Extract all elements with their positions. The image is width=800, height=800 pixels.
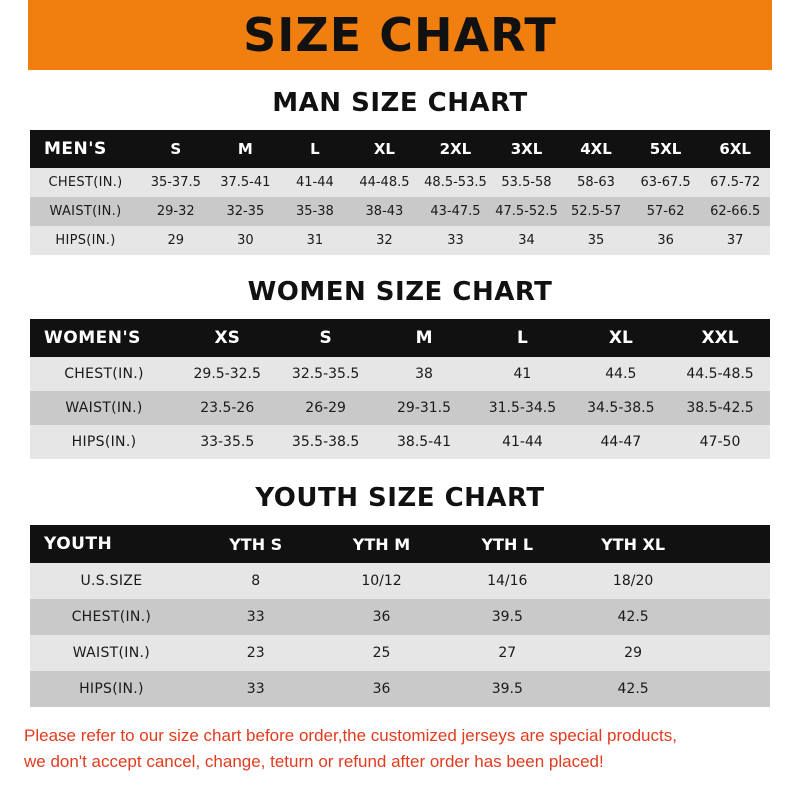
table-cell: 42.5 xyxy=(570,671,696,707)
table-cell: 47.5-52.5 xyxy=(492,197,562,226)
table-cell: 37 xyxy=(700,226,770,255)
man-header-cell: 3XL xyxy=(492,130,562,168)
women-header-cell: M xyxy=(375,319,473,357)
table-row xyxy=(30,357,770,391)
table-row xyxy=(30,391,770,425)
table-cell: 41 xyxy=(473,357,571,391)
women-size-table xyxy=(30,319,770,459)
table-cell: 23 xyxy=(193,635,319,671)
table-cell: 67.5-72 xyxy=(700,168,770,197)
table-cell: 29 xyxy=(570,635,696,671)
row-label: U.S.SIZE xyxy=(30,563,193,599)
table-cell: 52.5-57 xyxy=(561,197,631,226)
table-row xyxy=(30,425,770,459)
youth-header-cell: YTH L xyxy=(444,525,570,563)
table-cell: 33 xyxy=(193,671,319,707)
table-cell: 57-62 xyxy=(631,197,701,226)
youth-header-spacer xyxy=(696,525,770,563)
man-header-cell: MEN'S xyxy=(30,130,141,168)
row-label: CHEST(IN.) xyxy=(30,168,141,197)
table-cell: 36 xyxy=(319,599,445,635)
table-cell: 29-31.5 xyxy=(375,391,473,425)
table-cell: 32.5-35.5 xyxy=(276,357,374,391)
table-cell: 32-35 xyxy=(211,197,281,226)
table-cell: 44-48.5 xyxy=(350,168,420,197)
youth-header-cell: YTH XL xyxy=(570,525,696,563)
table-cell: 38.5-42.5 xyxy=(670,391,770,425)
youth-header-cell: YOUTH xyxy=(30,525,193,563)
table-cell: 32 xyxy=(350,226,420,255)
table-row xyxy=(30,168,770,197)
women-header-cell: L xyxy=(473,319,571,357)
man-table-header-row xyxy=(30,130,770,168)
row-label: HIPS(IN.) xyxy=(30,425,178,459)
women-table-wrap xyxy=(30,319,770,459)
table-cell: 10/12 xyxy=(319,563,445,599)
youth-table-header-row xyxy=(30,525,770,563)
women-header-cell: XL xyxy=(572,319,670,357)
table-cell-empty xyxy=(696,563,770,599)
man-table-wrap xyxy=(30,130,770,255)
header-banner xyxy=(0,0,800,70)
policy-note-line-2: we don't accept cancel, change, teturn or refund after order has been placed! xyxy=(24,752,604,771)
table-cell: 62-66.5 xyxy=(700,197,770,226)
women-header-cell: S xyxy=(276,319,374,357)
man-header-cell: L xyxy=(280,130,350,168)
row-label: WAIST(IN.) xyxy=(30,635,193,671)
table-cell: 27 xyxy=(444,635,570,671)
table-cell: 39.5 xyxy=(444,671,570,707)
table-cell: 33-35.5 xyxy=(178,425,276,459)
table-cell: 35 xyxy=(561,226,631,255)
man-header-cell: XL xyxy=(350,130,420,168)
table-cell: 36 xyxy=(319,671,445,707)
man-header-cell: 6XL xyxy=(700,130,770,168)
table-row xyxy=(30,599,770,635)
table-cell-empty xyxy=(696,671,770,707)
table-row xyxy=(30,563,770,599)
table-cell: 29-32 xyxy=(141,197,211,226)
table-cell: 34 xyxy=(492,226,562,255)
table-cell: 18/20 xyxy=(570,563,696,599)
table-cell: 38.5-41 xyxy=(375,425,473,459)
man-size-table xyxy=(30,130,770,255)
table-row xyxy=(30,226,770,255)
man-section-title: MAN SIZE CHART xyxy=(272,88,528,118)
table-cell: 26-29 xyxy=(276,391,374,425)
table-cell: 37.5-41 xyxy=(211,168,281,197)
man-header-cell: M xyxy=(211,130,281,168)
table-cell: 25 xyxy=(319,635,445,671)
women-header-cell: XS xyxy=(178,319,276,357)
row-label: CHEST(IN.) xyxy=(30,599,193,635)
page-title: SIZE CHART xyxy=(243,8,557,62)
table-row xyxy=(30,635,770,671)
women-table-header-row xyxy=(30,319,770,357)
youth-header-cell: YTH S xyxy=(193,525,319,563)
table-cell: 47-50 xyxy=(670,425,770,459)
row-label: HIPS(IN.) xyxy=(30,671,193,707)
table-cell: 48.5-53.5 xyxy=(419,168,492,197)
row-label: CHEST(IN.) xyxy=(30,357,178,391)
table-cell-empty xyxy=(696,599,770,635)
table-cell: 63-67.5 xyxy=(631,168,701,197)
table-row xyxy=(30,671,770,707)
table-cell: 35-38 xyxy=(280,197,350,226)
table-cell: 33 xyxy=(193,599,319,635)
table-cell: 39.5 xyxy=(444,599,570,635)
table-cell: 30 xyxy=(211,226,281,255)
women-section-title: WOMEN SIZE CHART xyxy=(247,277,553,307)
table-cell: 31 xyxy=(280,226,350,255)
table-cell: 42.5 xyxy=(570,599,696,635)
table-cell: 36 xyxy=(631,226,701,255)
table-row xyxy=(30,197,770,226)
table-cell: 8 xyxy=(193,563,319,599)
table-cell: 14/16 xyxy=(444,563,570,599)
table-cell: 35-37.5 xyxy=(141,168,211,197)
table-cell: 41-44 xyxy=(473,425,571,459)
table-cell: 38-43 xyxy=(350,197,420,226)
table-cell: 29.5-32.5 xyxy=(178,357,276,391)
man-header-cell: 2XL xyxy=(419,130,492,168)
policy-note xyxy=(24,723,776,775)
women-header-cell: WOMEN'S xyxy=(30,319,178,357)
table-cell: 53.5-58 xyxy=(492,168,562,197)
man-header-cell: S xyxy=(141,130,211,168)
table-cell: 44-47 xyxy=(572,425,670,459)
table-cell: 58-63 xyxy=(561,168,631,197)
women-header-cell: XXL xyxy=(670,319,770,357)
row-label: WAIST(IN.) xyxy=(30,391,178,425)
row-label: WAIST(IN.) xyxy=(30,197,141,226)
table-cell-empty xyxy=(696,635,770,671)
table-cell: 41-44 xyxy=(280,168,350,197)
policy-note-line-1: Please refer to our size chart before order,the customized jerseys are special products, xyxy=(24,726,677,745)
table-cell: 38 xyxy=(375,357,473,391)
table-cell: 33 xyxy=(419,226,492,255)
table-cell: 31.5-34.5 xyxy=(473,391,571,425)
youth-table-wrap xyxy=(30,525,770,707)
table-cell: 34.5-38.5 xyxy=(572,391,670,425)
man-header-cell: 4XL xyxy=(561,130,631,168)
table-cell: 35.5-38.5 xyxy=(276,425,374,459)
table-cell: 43-47.5 xyxy=(419,197,492,226)
table-cell: 29 xyxy=(141,226,211,255)
youth-size-table xyxy=(30,525,770,707)
man-header-cell: 5XL xyxy=(631,130,701,168)
row-label: HIPS(IN.) xyxy=(30,226,141,255)
table-cell: 44.5 xyxy=(572,357,670,391)
youth-header-cell: YTH M xyxy=(319,525,445,563)
table-cell: 44.5-48.5 xyxy=(670,357,770,391)
youth-section-title: YOUTH SIZE CHART xyxy=(255,483,545,513)
table-cell: 23.5-26 xyxy=(178,391,276,425)
